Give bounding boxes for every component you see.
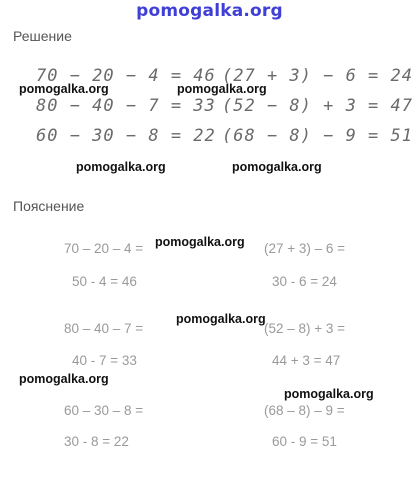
watermark: pomogalka.org bbox=[155, 235, 245, 249]
watermark: pomogalka.org bbox=[177, 82, 267, 96]
solution-line-1: 70 − 20 − 4 = 46 bbox=[36, 66, 216, 86]
solution-line-3: 80 − 40 − 7 = 33 bbox=[36, 96, 216, 116]
solution-line-5: 60 − 30 − 8 = 22 bbox=[36, 126, 216, 146]
explanation-right-5: (68 – 8) – 9 = bbox=[264, 403, 345, 418]
solution-heading: Решение bbox=[13, 28, 72, 44]
site-logo-link[interactable]: pomogalka.org bbox=[136, 1, 283, 21]
explanation-left-1: 70 – 20 – 4 = bbox=[64, 241, 144, 256]
explanation-right-3: (52 – 8) + 3 = bbox=[264, 321, 346, 336]
watermark: pomogalka.org bbox=[176, 312, 266, 326]
explanation-heading: Пояснение bbox=[13, 198, 85, 214]
explanation-right-1: (27 + 3) – 6 = bbox=[264, 241, 346, 256]
explanation-left-3: 80 – 40 – 7 = bbox=[64, 321, 144, 336]
explanation-right-6: 60 - 9 = 51 bbox=[272, 434, 337, 449]
explanation-left-6: 30 - 8 = 22 bbox=[64, 434, 129, 449]
watermark: pomogalka.org bbox=[76, 160, 166, 174]
explanation-left-4: 40 - 7 = 33 bbox=[72, 353, 137, 368]
explanation-left-2: 50 - 4 = 46 bbox=[72, 274, 137, 289]
explanation-right-2: 30 - 6 = 24 bbox=[272, 274, 337, 289]
watermark: pomogalka.org bbox=[19, 372, 109, 386]
solution-line-2: (27 + 3) − 6 = 24 bbox=[222, 66, 413, 86]
solution-line-6: (68 − 8) − 9 = 51 bbox=[222, 126, 413, 146]
watermark: pomogalka.org bbox=[232, 160, 322, 174]
explanation-left-5: 60 – 30 – 8 = bbox=[64, 403, 144, 418]
watermark: pomogalka.org bbox=[284, 387, 374, 401]
solution-line-4: (52 − 8) + 3 = 47 bbox=[222, 96, 413, 116]
explanation-right-4: 44 + 3 = 47 bbox=[272, 353, 341, 368]
watermark: pomogalka.org bbox=[19, 82, 109, 96]
